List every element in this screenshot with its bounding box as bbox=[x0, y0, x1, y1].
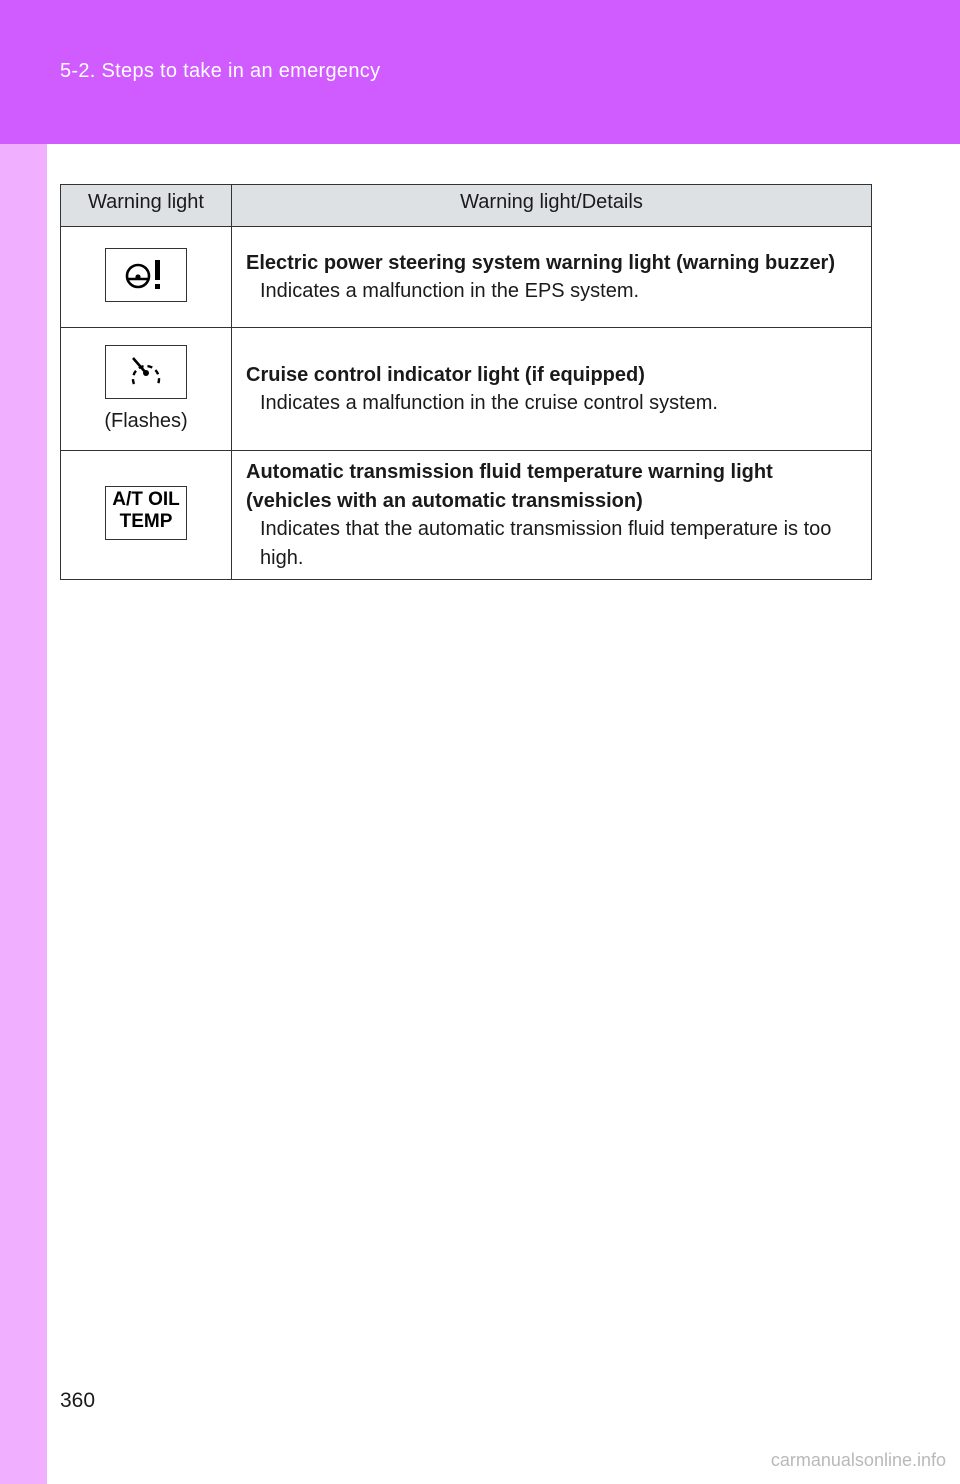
table-header-row bbox=[61, 185, 872, 227]
icon-text-line2: TEMP bbox=[119, 510, 173, 532]
flashes-label: (Flashes) bbox=[104, 410, 188, 432]
table-row bbox=[61, 328, 872, 451]
page-number: 360 bbox=[60, 1389, 96, 1412]
icon-text-line1: A/T OIL bbox=[112, 488, 180, 510]
page-header bbox=[0, 0, 960, 144]
side-strip bbox=[0, 144, 47, 1484]
cruise-control-indicator-icon bbox=[105, 345, 187, 399]
detail-cell bbox=[232, 451, 872, 580]
icon-cell bbox=[61, 328, 232, 451]
detail-cell bbox=[232, 227, 872, 328]
eps-steering-warning-icon bbox=[105, 248, 187, 302]
detail-title: Cruise control indicator light (if equipped) bbox=[246, 363, 645, 386]
detail-description: Indicates a malfunction in the EPS system. bbox=[260, 280, 640, 302]
detail-title: Automatic transmission fluid temperature warning light (vehicles with an automatic transmission) bbox=[246, 461, 773, 512]
detail-cell bbox=[232, 328, 872, 451]
watermark: carmanualsonline.info bbox=[770, 1450, 946, 1470]
table-row bbox=[61, 451, 872, 580]
column-header-details: Warning light/Details bbox=[232, 185, 872, 227]
section-title: 5-2. Steps to take in an emergency bbox=[60, 60, 381, 82]
warning-light-table bbox=[60, 184, 872, 580]
table-row bbox=[61, 227, 872, 328]
detail-title: Electric power steering system warning light (warning buzzer) bbox=[246, 251, 836, 274]
at-oil-temp-warning-icon bbox=[105, 486, 187, 540]
detail-description: Indicates that the automatic transmission fluid temperature is too high. bbox=[260, 518, 832, 569]
icon-cell bbox=[61, 227, 232, 328]
icon-cell bbox=[61, 451, 232, 580]
column-header-warning-light: Warning light bbox=[61, 185, 232, 227]
detail-description: Indicates a malfunction in the cruise control system. bbox=[260, 392, 718, 414]
